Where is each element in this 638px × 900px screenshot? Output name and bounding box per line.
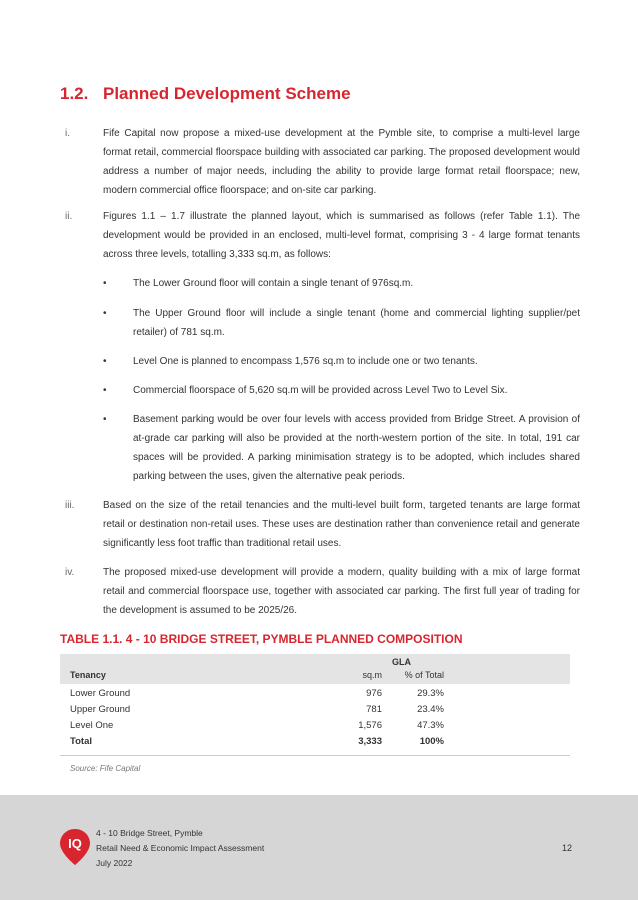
paragraph-numeral: i. bbox=[65, 128, 70, 139]
cell-percent: 100% bbox=[419, 736, 444, 747]
table-source: Source: Fife Capital bbox=[70, 764, 141, 773]
table-row bbox=[60, 686, 570, 702]
bullet-text: Level One is planned to encompass 1,576 sq.m to include one or two tenants. bbox=[133, 356, 478, 367]
paragraph-numeral: iii. bbox=[65, 500, 75, 511]
page-footer bbox=[0, 795, 638, 900]
iq-logo-icon bbox=[59, 828, 91, 866]
bullet-text: Basement parking would be over four levels with access provided from Bridge Street. A provision of at-grade car parking will also be provided at the north-western portion of the site. In total, 191 car spaces will be provided. A parking minimisation strategy is to be adopted, which includes shared parking between the uses, given the alternative peak periods. bbox=[133, 414, 580, 482]
cell-percent: 29.3% bbox=[417, 688, 444, 699]
bullet-item bbox=[103, 410, 580, 486]
paragraph-numeral: ii. bbox=[65, 211, 73, 222]
column-header-percent: % of Total bbox=[404, 670, 444, 680]
bullet-symbol: • bbox=[103, 414, 107, 425]
footer-report-line: Retail Need & Economic Impact Assessment bbox=[96, 843, 265, 853]
cell-tenancy: Total bbox=[70, 736, 92, 747]
footer-project-line: 4 - 10 Bridge Street, Pymble bbox=[96, 828, 203, 838]
column-header-tenancy: Tenancy bbox=[70, 670, 106, 680]
paragraph-i bbox=[65, 124, 580, 200]
cell-sqm: 781 bbox=[366, 704, 382, 715]
bullet-symbol: • bbox=[103, 308, 107, 319]
table-row bbox=[60, 702, 570, 718]
paragraph-ii bbox=[65, 207, 580, 264]
section-heading bbox=[60, 84, 351, 104]
bullet-text: The Lower Ground floor will contain a single tenant of 976sq.m. bbox=[133, 278, 414, 289]
bullet-symbol: • bbox=[103, 356, 107, 367]
paragraph-text: The proposed mixed-use development will provide a modern, quality building with a mix of large format retail and commercial floorspace use, together with associated car parking. The first full year of trading for the development is assumed to be 2025/26. bbox=[103, 567, 580, 616]
bullet-symbol: • bbox=[103, 385, 107, 396]
logo-text: IQ bbox=[68, 836, 82, 851]
bullet-item bbox=[103, 352, 580, 371]
paragraph-numeral: iv. bbox=[65, 567, 75, 578]
cell-sqm: 3,333 bbox=[358, 736, 382, 747]
bullet-item bbox=[103, 381, 580, 400]
paragraph-text: Fife Capital now propose a mixed-use development at the Pymble site, to comprise a multi-level large format retail, commercial floorspace building with associated car parking. The proposed development would address a number of major needs, including the ability to provide large format retail floorspace; new, modern commercial office floorspace; and on-site car parking. bbox=[103, 128, 580, 196]
table-title: TABLE 1.1. 4 - 10 BRIDGE STREET, PYMBLE PLANNED COMPOSITION bbox=[60, 632, 463, 646]
cell-sqm: 976 bbox=[366, 688, 382, 699]
gla-group-header: GLA bbox=[392, 657, 411, 667]
cell-sqm: 1,576 bbox=[358, 720, 382, 731]
bullet-symbol: • bbox=[103, 278, 107, 289]
paragraph-text: Based on the size of the retail tenancies and the multi-level built form, targeted tenants are large format retail or destination non-retail uses. These uses are destination rather than convenience retail and generate significantly less foot traffic than traditional retail uses. bbox=[103, 500, 580, 549]
bullet-text: The Upper Ground floor will include a single tenant (home and commercial lighting supplier/pet retailer) of 781 sq.m. bbox=[133, 308, 580, 338]
cell-tenancy: Upper Ground bbox=[70, 704, 131, 715]
bullet-item bbox=[103, 274, 580, 293]
section-number: 1.2. bbox=[60, 84, 89, 103]
paragraph-text: Figures 1.1 – 1.7 illustrate the planned layout, which is summarised as follows (refer Table 1.1). The development would be provided in an enclosed, multi-level format, comprising 3 - 4 large format tenants across three levels, totalling 3,333 sq.m, as follows: bbox=[103, 211, 580, 260]
footer-date-line: July 2022 bbox=[96, 858, 133, 868]
cell-percent: 23.4% bbox=[417, 704, 444, 715]
table-header bbox=[60, 654, 570, 684]
table-row bbox=[60, 718, 570, 734]
paragraph-iii bbox=[65, 496, 580, 553]
page-number: 12 bbox=[562, 843, 573, 853]
bullet-text: Commercial floorspace of 5,620 sq.m will be provided across Level Two to Level Six. bbox=[133, 385, 508, 396]
paragraph-iv bbox=[65, 563, 580, 620]
cell-tenancy: Lower Ground bbox=[70, 688, 131, 699]
table-total-row bbox=[60, 734, 570, 756]
bullet-item bbox=[103, 304, 580, 342]
section-title: Planned Development Scheme bbox=[103, 84, 351, 103]
column-header-sqm: sq.m bbox=[362, 670, 382, 680]
cell-percent: 47.3% bbox=[417, 720, 444, 731]
cell-tenancy: Level One bbox=[70, 720, 114, 731]
